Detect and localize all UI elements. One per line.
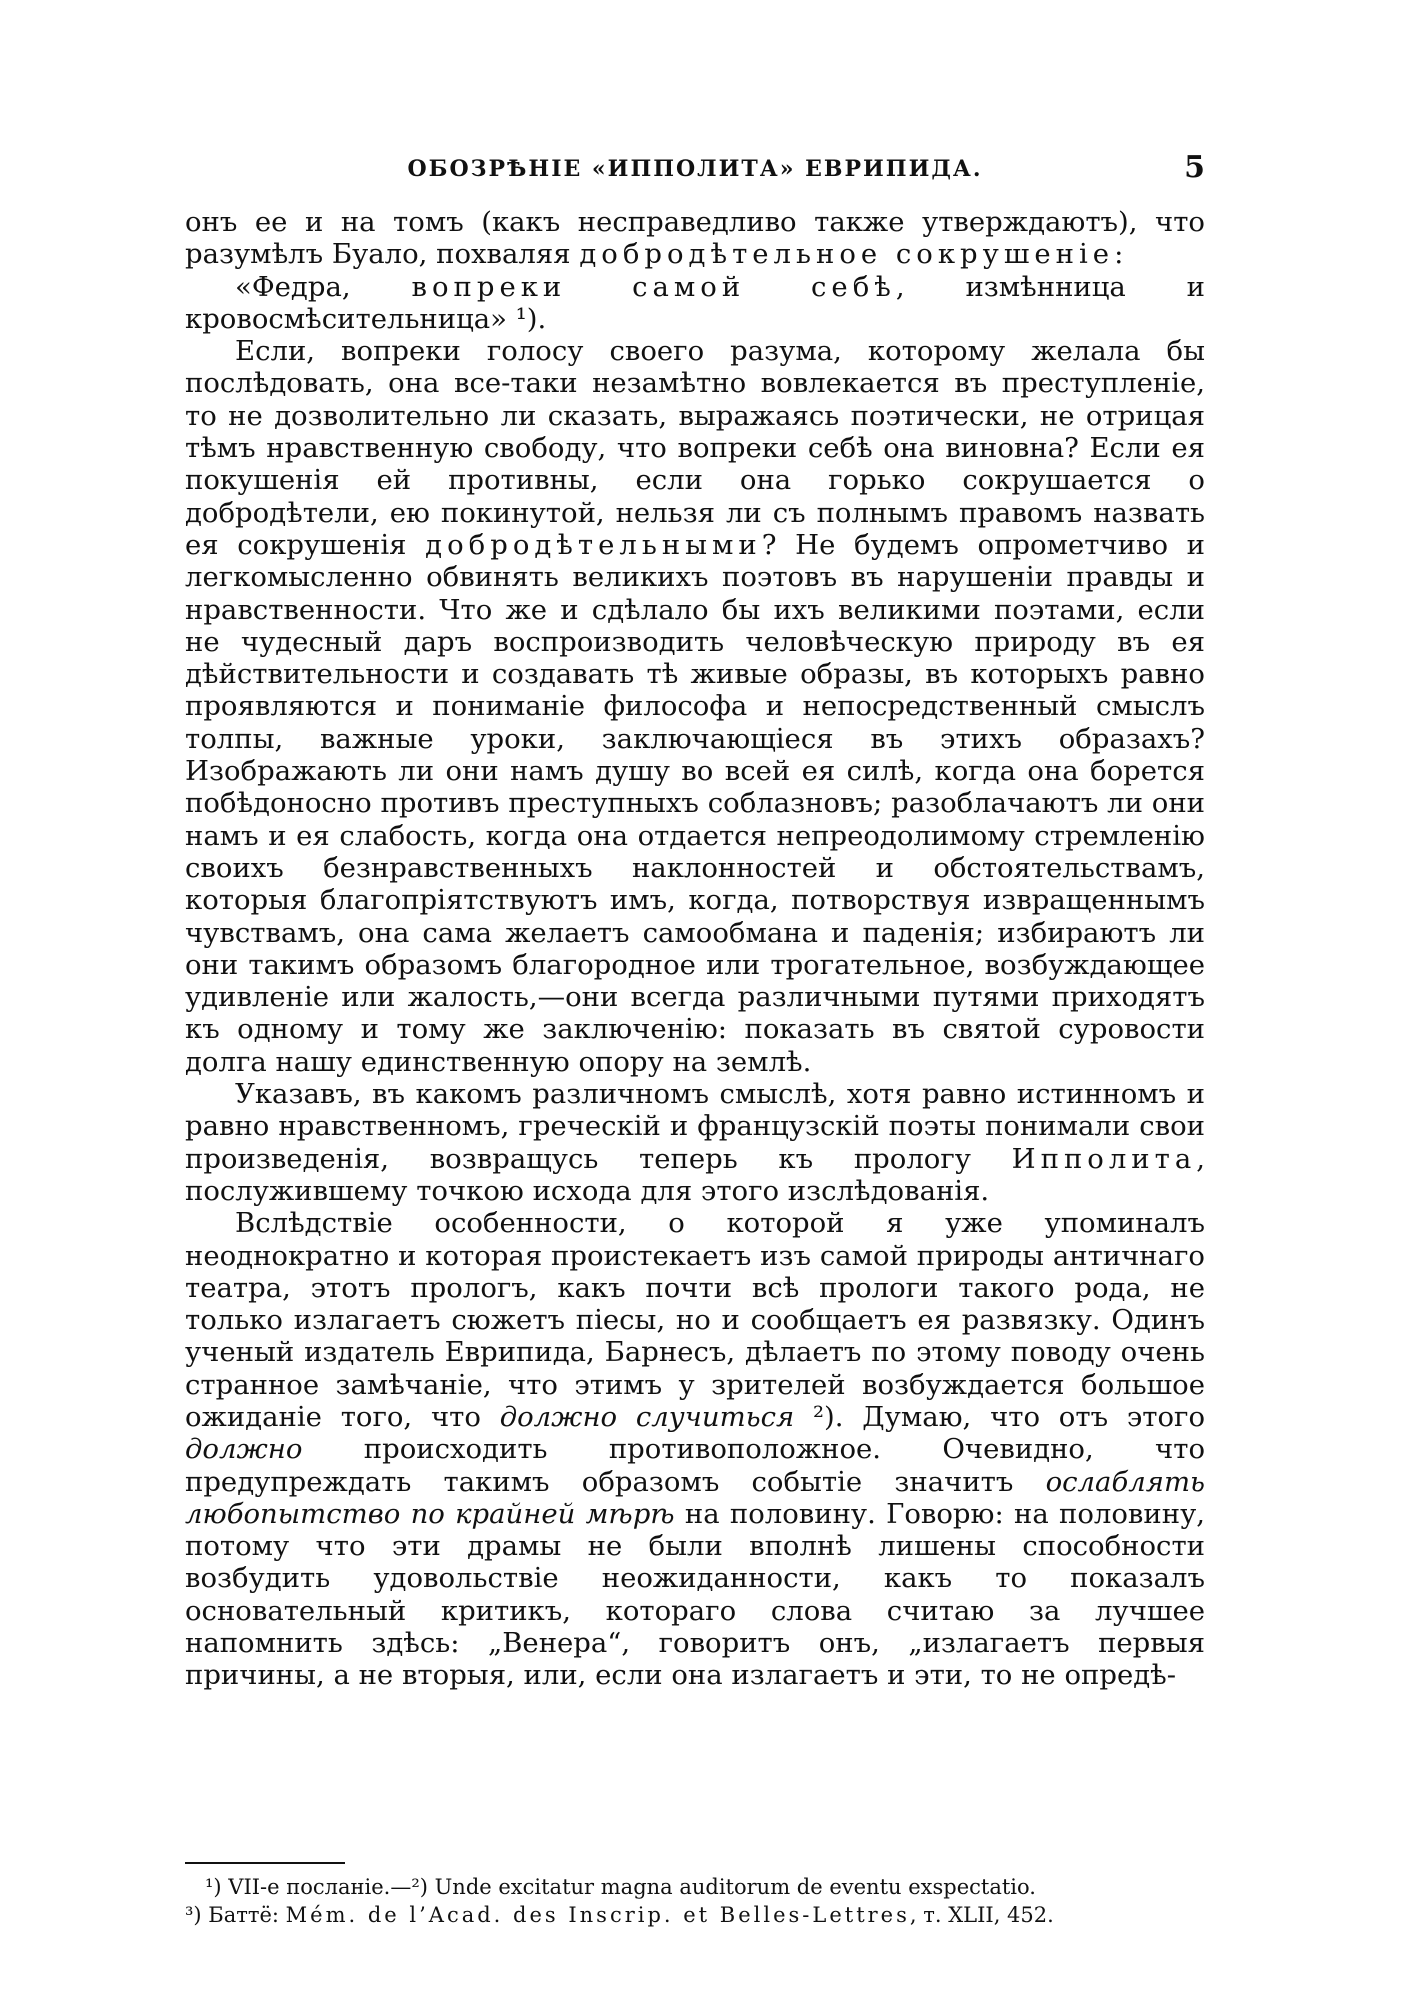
text-run: , послужившему точкою исхода для этого изслѣдованія. bbox=[185, 1142, 1205, 1207]
main-text bbox=[185, 206, 1205, 1692]
text-run: на половину. Говорю: на половину, потому что эти драмы не были вполнѣ лишены способности возбудить удовольствіе неожиданности, какъ то показалъ основательный критикъ, котораго слова считаю за лучшее напомнить здѣсь: „Венера“, говоритъ онъ, „излагаетъ первыя причины, а не вторыя, или, если она излагаетъ и эти, то не опредѣ- bbox=[185, 1497, 1205, 1692]
running-head: ОБОЗРѢНІЕ «ИППОЛИТА» ЕВРИПИДА. bbox=[407, 156, 983, 182]
paragraph-3 bbox=[185, 335, 1205, 1078]
text-run: Вслѣдствіе особенности, о которой я уже упоминалъ неоднократно и которая проистекаетъ изъ самой природы античнаго театра, этотъ прологъ, какъ почти всѣ прологи такого рода, не только излагаетъ сюжетъ піесы, но и сообщаетъ ея развязку. Одинъ ученый издатель Еврипида, Барнесъ, дѣлаетъ по этому поводу очень странное замѣчаніе, что этимъ у зрителей возбуждается большое ожиданіе того, что bbox=[185, 1207, 1205, 1433]
spaced-text: вопреки самой себѣ bbox=[411, 270, 896, 303]
spaced-text: добродѣтельными bbox=[425, 528, 762, 561]
text-run: ²). Думаю, что отъ этого bbox=[794, 1400, 1205, 1433]
paragraph-5 bbox=[185, 1207, 1205, 1691]
footnote-1-2: ¹) VII-е посланіе.—²) Unde excitatur magna auditorum de eventu exspectatio. bbox=[205, 1875, 1036, 1899]
text-run: происходить противоположное. Очевидно, что предупреждать такимъ образомъ событіе значитъ bbox=[185, 1433, 1205, 1498]
text-run: Если, вопреки голосу своего разума, которому желала бы послѣдовать, она все-таки незамѣтно вовлекается въ преступленіе, то не дозволительно ли сказать, выражаясь поэтически, не отрицая тѣмъ нравственную свободу, что вопреки себѣ она виновна? Если ея покушенія ей противны, если она горько сокрушается о добродѣтели, ею покинутой, нельзя ли съ полнымъ правомъ назвать ея сокрушенія bbox=[185, 335, 1205, 561]
paragraph-1 bbox=[185, 206, 1205, 271]
footnotes bbox=[185, 1873, 1205, 1929]
italic-text: ослаблять любопытство по крайней мѣрѣ bbox=[185, 1465, 1205, 1530]
spaced-text: добродѣтельное сокрушеніе bbox=[579, 238, 1115, 271]
footnote-label: ³) Баттё: bbox=[185, 1903, 286, 1927]
text-run: : bbox=[1114, 238, 1124, 271]
text-run: , измѣнница и кровосмѣсительница» ¹). bbox=[185, 270, 1206, 335]
text-run: Указавъ, въ какомъ различномъ смыслѣ, хотя равно истинномъ и равно нравственномъ, греческій и французскій поэты понимали свои произведенія, возвращусь теперь къ прологу bbox=[185, 1078, 1205, 1175]
spaced-text: Ипполита bbox=[1011, 1142, 1197, 1175]
page-header bbox=[185, 150, 1205, 190]
page-number: 5 bbox=[1184, 150, 1205, 185]
footnote-source-title: Mém. de l’Acad. des Inscrip. et Belles-Lettres bbox=[285, 1903, 910, 1927]
text-run: ? Не будемъ опрометчиво и легкомысленно обвинять великихъ поэтовъ въ нарушеніи правды и нравственности. Что же и сдѣлало бы ихъ великими поэтами, если не чудесный даръ воспроизводить человѣческую природу въ ея дѣйствительности и создавать тѣ живые образы, въ которыхъ равно проявляются и пониманіе философа и непосредственный смыслъ толпы, важные уроки, заключающіеся въ этихъ образахъ? Изображають ли они намъ душу во всей ея силѣ, когда она борется побѣдоносно противъ преступныхъ соблазновъ; разоблачаютъ ли они намъ и ея слабость, когда она отдается непреодолимому стремленію своихъ безнравственныхъ наклонностей и обстоятельствамъ, которыя благопріятствуютъ имъ, когда, потворствуя извращеннымъ чувствамъ, она сама желаетъ самообмана и паденія; избираютъ ли они такимъ образомъ благородное или трогательное, возбуждающее удивленіе или жалость,—они всегда различными путями приходятъ къ одному и тому же заключенію: показать въ святой суровости долга нашу единственную опору на землѣ. bbox=[185, 528, 1205, 1078]
paragraph-4 bbox=[185, 1078, 1205, 1207]
paragraph-2 bbox=[185, 271, 1205, 336]
italic-text: должно bbox=[185, 1433, 303, 1466]
footnote-source-rest: , т. XLII, 452. bbox=[909, 1903, 1054, 1927]
text-run: онъ ее и на томъ (какъ несправедливо также утверждаютъ), что разумѣлъ Буало, похваляя bbox=[185, 206, 1205, 271]
footnote-3 bbox=[185, 1901, 1205, 1929]
text-run: «Федра, bbox=[235, 270, 412, 303]
footnote-divider bbox=[185, 1862, 345, 1864]
italic-text: должно случиться bbox=[499, 1400, 795, 1433]
